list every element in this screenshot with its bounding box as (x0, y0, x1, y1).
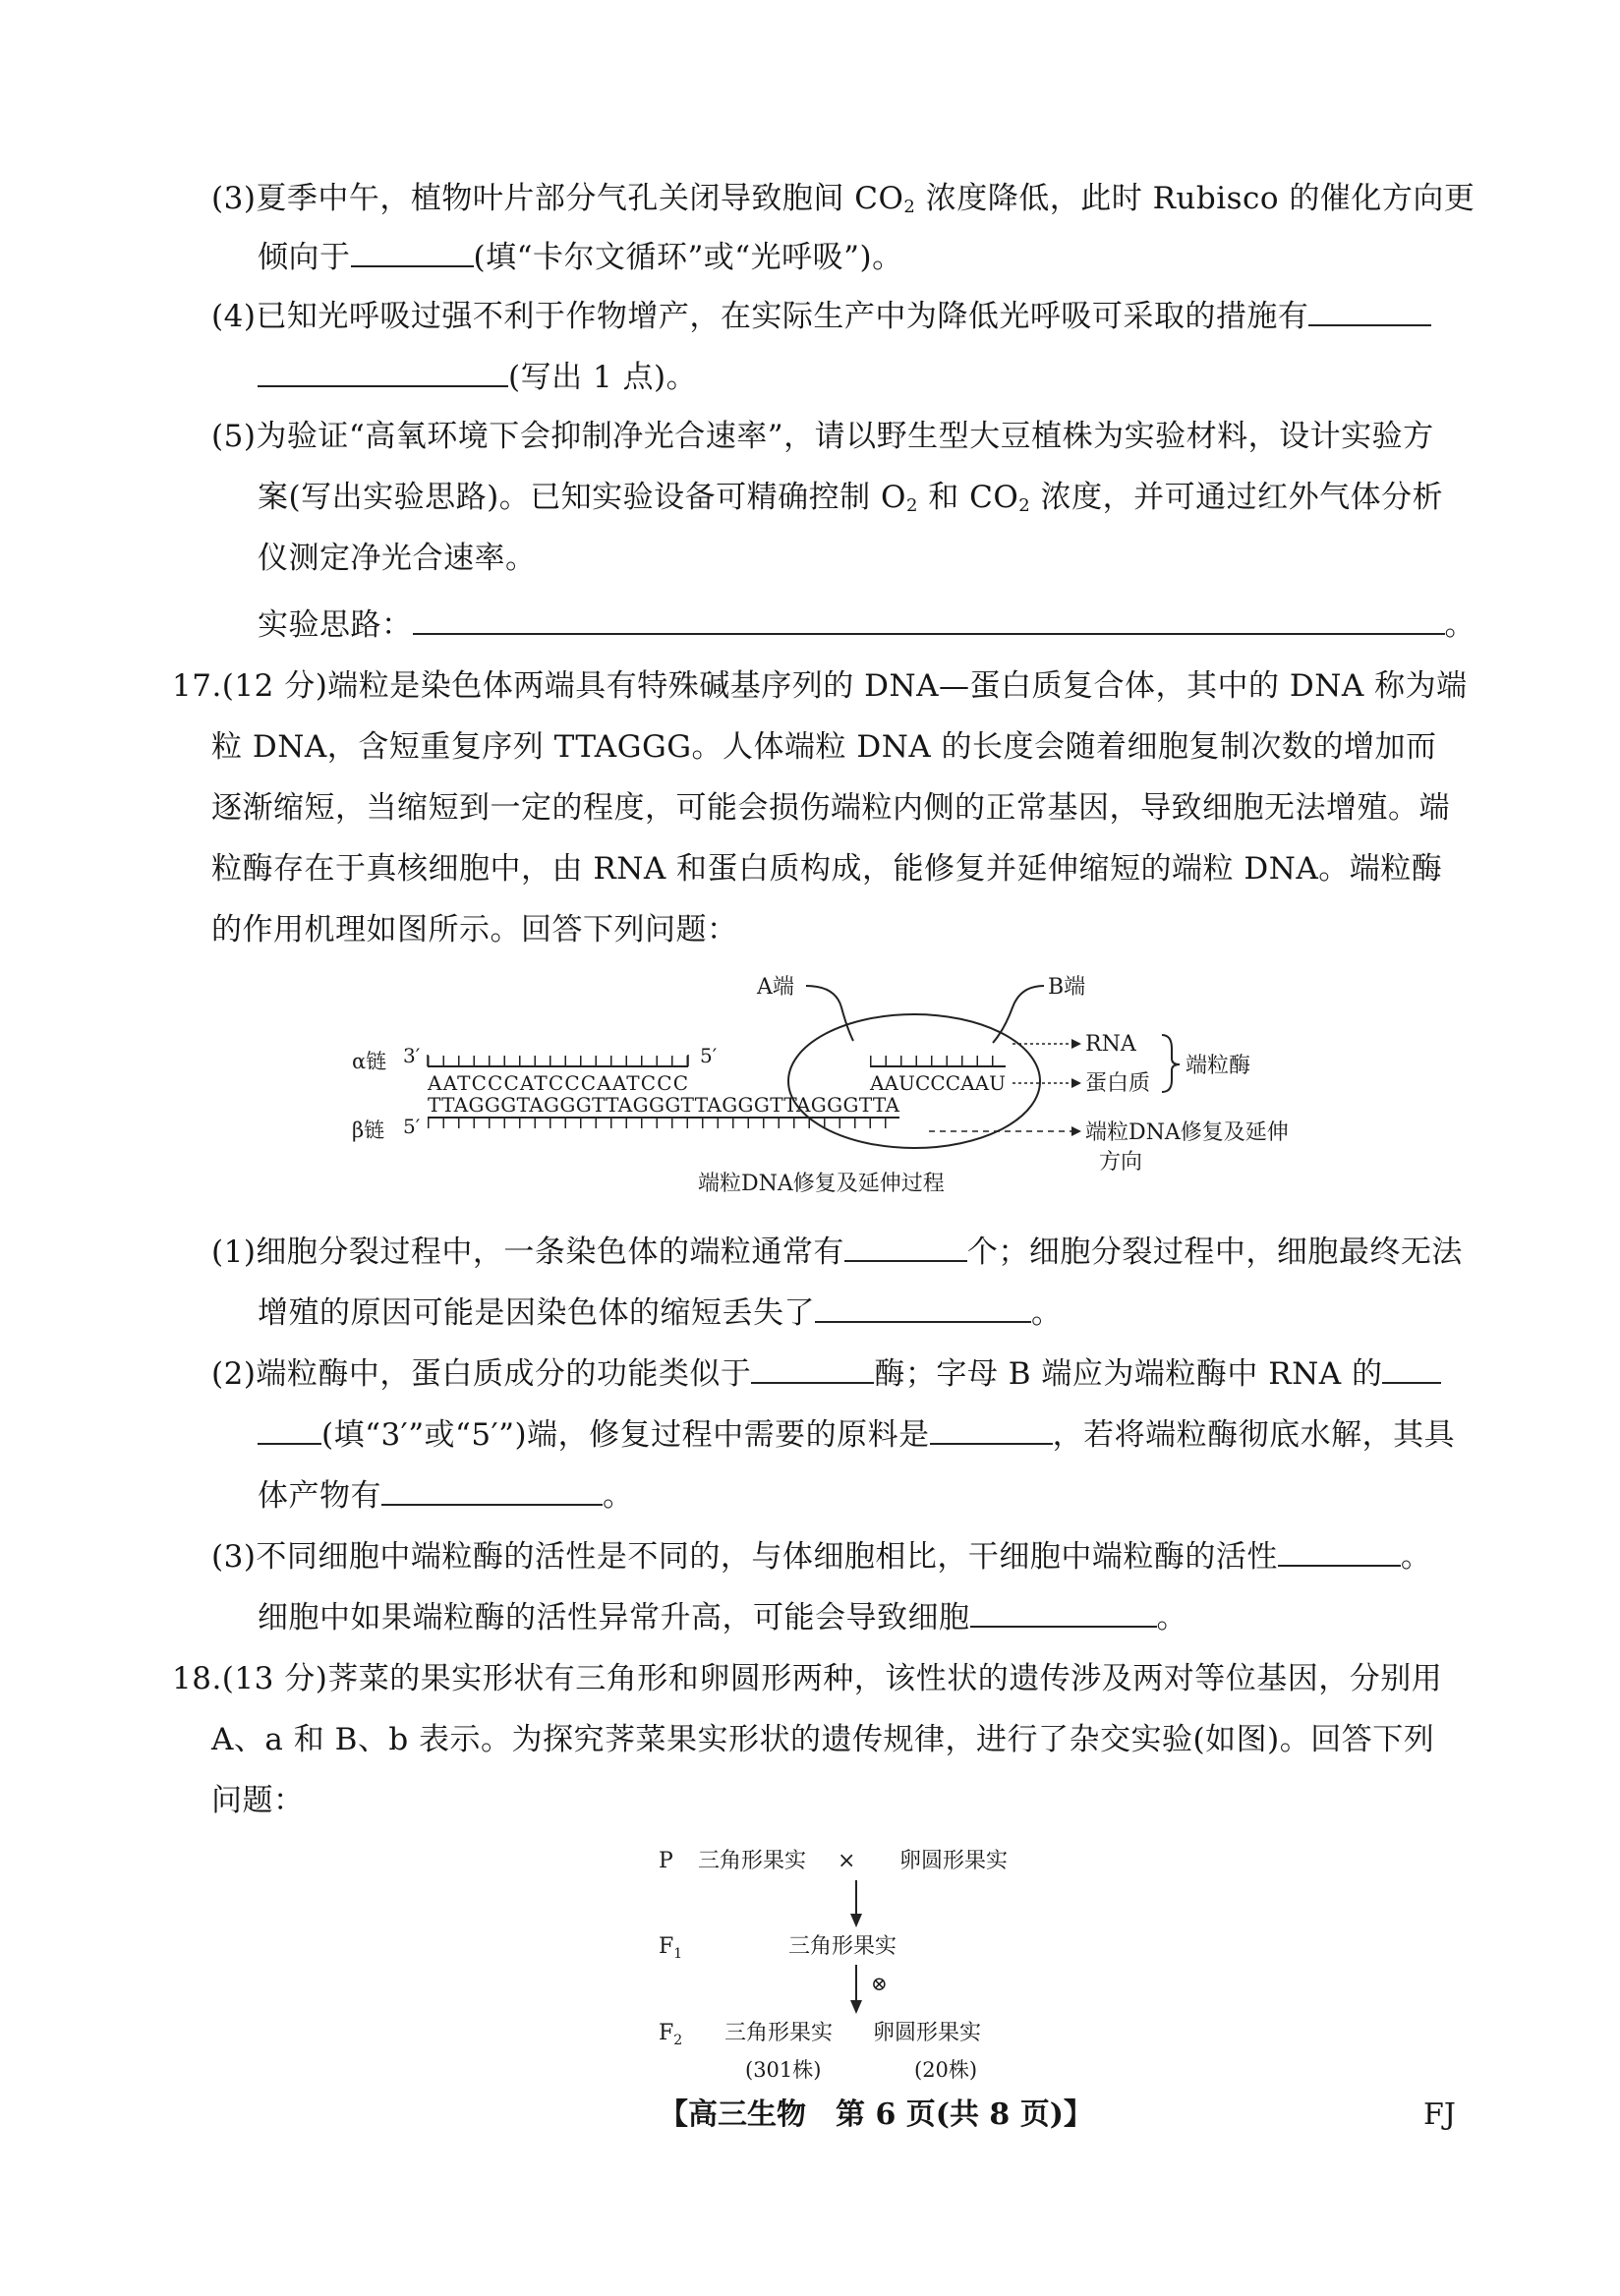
text: (2)端粒酶中，蛋白质成分的功能类似于 (211, 1356, 752, 1392)
text: 实验思路： (258, 607, 413, 643)
text: 。 (1156, 1600, 1187, 1636)
q17-sub1-line2 (258, 1292, 1063, 1335)
q17-sub2-line3 (258, 1474, 634, 1518)
text: 仪测定净光合速率。 (258, 541, 537, 576)
diagram-caption: 端粒DNA修复及延伸过程 (698, 1172, 945, 1196)
p-right-phenotype: 卵圆形果实 (899, 1849, 1009, 1873)
answer-blank[interactable] (1278, 1535, 1401, 1567)
text: 倾向于 (258, 240, 351, 275)
q16-part4-line1 (211, 295, 1431, 338)
rna-template-sequence: AAUCCCAAU (870, 1071, 1006, 1095)
text: A、a 和 B、b 表示。为探究荠菜果实形状的遗传规律，进行了杂交实验(如图)。回答下列 (211, 1722, 1435, 1757)
text: 案(写出实验思路)。已知实验设备可精确控制 O (258, 480, 906, 515)
answer-blank[interactable] (381, 1474, 603, 1506)
q18-line3 (211, 1779, 305, 1822)
rna-arrowhead (1071, 1039, 1081, 1049)
protein-label: 蛋白质 (1085, 1071, 1151, 1096)
text: 和 CO (917, 480, 1019, 515)
q18-line1 (172, 1657, 1442, 1700)
cross-diagram (629, 1833, 1042, 2089)
f1-phenotype: 三角形果实 (788, 1934, 897, 1959)
text: (填“3′”或“5′”)端，修复过程中需要的原料是 (321, 1417, 930, 1453)
f2-left-phenotype: 三角形果实 (724, 2021, 834, 2045)
text: 增殖的原因可能是因染色体的缩短丢失了 (258, 1295, 815, 1331)
answer-blank[interactable] (751, 1352, 874, 1384)
q16-part5-idea (258, 603, 1475, 647)
f1-letter: F (659, 1934, 674, 1959)
f1-subscript: 1 (673, 1946, 683, 1962)
text: 。 (1444, 607, 1475, 643)
f2-subscript: 2 (673, 2033, 683, 2048)
subscript: 2 (905, 495, 918, 516)
text: (3)不同细胞中端粒酶的活性是不同的，与体细胞相比，干细胞中端粒酶的活性 (211, 1539, 1278, 1575)
direction-label-1: 端粒DNA修复及延伸 (1085, 1120, 1289, 1145)
text: 体产物有 (258, 1478, 381, 1514)
text: (5)为验证“高氧环境下会抑制净光合速率”，请以野生型大豆植株为实验材料，设计实验方 (211, 419, 1434, 454)
beta-chain-label: β链 (352, 1119, 385, 1142)
q18-line2 (211, 1718, 1434, 1761)
alpha-chain-label: α链 (352, 1050, 387, 1073)
p-left-phenotype: 三角形果实 (698, 1849, 807, 1873)
f2-right-count: (20株) (914, 2058, 978, 2082)
text: 18.(13 分)荠菜的果实形状有三角形和卵圆形两种，该性状的遗传涉及两对等位基因，分别用 (172, 1661, 1443, 1696)
beta-sequence: TTAGGGTAGGGTTAGGGTTAGGGTTAGGGTTA (428, 1093, 899, 1117)
q16-part5-line3 (258, 537, 537, 580)
text: 的作用机理如图所示。回答下列问题： (211, 912, 738, 947)
text: 。 (1400, 1539, 1432, 1575)
text: 逐渐缩短，当缩短到一定的程度，可能会损伤端粒内侧的正常基因，导致细胞无法增殖。端 (211, 790, 1450, 826)
f2-right-phenotype: 卵圆形果实 (873, 2021, 982, 2045)
direction-label-2: 方向 (1099, 1150, 1143, 1175)
q17-line1 (172, 664, 1468, 708)
text: 酶；字母 B 端应为端粒酶中 RNA 的 (874, 1356, 1383, 1392)
text: 浓度，并可通过红外气体分析 (1030, 480, 1444, 515)
q17-line5 (211, 908, 738, 951)
page-footer-code: FJ (1423, 2097, 1456, 2132)
answer-blank[interactable] (351, 236, 474, 267)
b-end-label: B端 (1048, 975, 1086, 1000)
q17-line2 (211, 725, 1437, 769)
q16-part4-line2 (258, 356, 697, 399)
subscript: 2 (1018, 495, 1031, 516)
direction-arrowhead (1071, 1126, 1081, 1136)
q17-line3 (211, 786, 1450, 830)
alpha-5-prime: 5′ (700, 1044, 718, 1067)
f2-left-count: (301株) (745, 2058, 822, 2082)
telomerase-diagram (334, 968, 1357, 1204)
text: (4)已知光呼吸过强不利于作物增产，在实际生产中为降低光呼吸可采取的措施有 (211, 299, 1309, 334)
text: (3)夏季中午，植物叶片部分气孔关闭导致胞间 CO (211, 181, 904, 216)
text: 问题： (211, 1783, 305, 1818)
text: 粒 DNA，含短重复序列 TTAGGG。人体端粒 DNA 的长度会随着细胞复制次数的增加而 (211, 729, 1437, 765)
text: (填“卡尔文循环”或“光呼吸”)。 (473, 240, 903, 275)
page-footer-title: 【高三生物 第 6 页(共 8 页)】 (659, 2097, 1093, 2132)
answer-blank[interactable] (413, 603, 1445, 635)
f1-label (659, 1934, 682, 1962)
b-end-pointer (993, 986, 1044, 1043)
text: 个；细胞分裂过程中，细胞最终无法 (966, 1234, 1463, 1270)
a-end-label: A端 (757, 975, 794, 1000)
q17-sub1-line1 (211, 1231, 1463, 1274)
p-label: P (659, 1849, 673, 1873)
alpha-sequence: AATCCCATCCCAATCCC (428, 1071, 688, 1095)
alpha-3-prime: 3′ (403, 1044, 421, 1067)
rna-label: RNA (1085, 1032, 1136, 1057)
q17-line4 (211, 847, 1442, 890)
beta-5-prime: 5′ (403, 1115, 421, 1138)
q17-sub2-line1 (211, 1352, 1441, 1396)
answer-blank[interactable] (844, 1231, 967, 1262)
cross-symbol: × (838, 1849, 856, 1873)
f1-to-f2-arrowhead (850, 2000, 862, 2014)
answer-blank[interactable] (1308, 295, 1431, 326)
telomerase-label: 端粒酶 (1186, 1054, 1251, 1078)
enzyme-brace (1162, 1035, 1180, 1092)
text: ，若将端粒酶彻底水解，其具 (1052, 1417, 1456, 1453)
subscript: 2 (903, 197, 916, 217)
q17-sub3-line2 (258, 1596, 1187, 1639)
text: (写出 1 点)。 (508, 360, 698, 395)
text: 浓度降低，此时 Rubisco 的催化方向更 (915, 181, 1475, 216)
answer-blank[interactable] (930, 1413, 1053, 1445)
answer-blank[interactable] (258, 1413, 321, 1445)
answer-blank[interactable] (815, 1292, 1031, 1323)
answer-blank[interactable] (970, 1596, 1157, 1628)
text: (1)细胞分裂过程中，一条染色体的端粒通常有 (211, 1234, 844, 1270)
text: 17.(12 分)端粒是染色体两端具有特殊碱基序列的 DNA—蛋白质复合体，其中的 DNA 称为端 (172, 668, 1468, 704)
protein-arrowhead (1071, 1078, 1081, 1088)
text: 。 (603, 1478, 634, 1514)
answer-blank[interactable] (258, 356, 508, 387)
text: 细胞中如果端粒酶的活性异常升高，可能会导致细胞 (258, 1600, 970, 1636)
answer-blank[interactable] (1382, 1352, 1441, 1384)
text: 。 (1031, 1295, 1063, 1331)
q16-part5-line2 (258, 476, 1443, 528)
selfing-symbol: ⊗ (871, 1972, 888, 1995)
f2-letter: F (659, 2021, 674, 2045)
f2-label (659, 2021, 682, 2048)
q17-sub3-line1 (211, 1535, 1431, 1578)
q16-part3-line2 (258, 236, 903, 279)
q16-part5-line1 (211, 415, 1434, 458)
text: 粒酶存在于真核细胞中，由 RNA 和蛋白质构成，能修复并延伸缩短的端粒 DNA。端粒酶 (211, 851, 1443, 887)
p-to-f1-arrowhead (850, 1914, 862, 1927)
q17-sub2-line2 (258, 1413, 1455, 1457)
q16-part3-line1 (211, 177, 1475, 229)
